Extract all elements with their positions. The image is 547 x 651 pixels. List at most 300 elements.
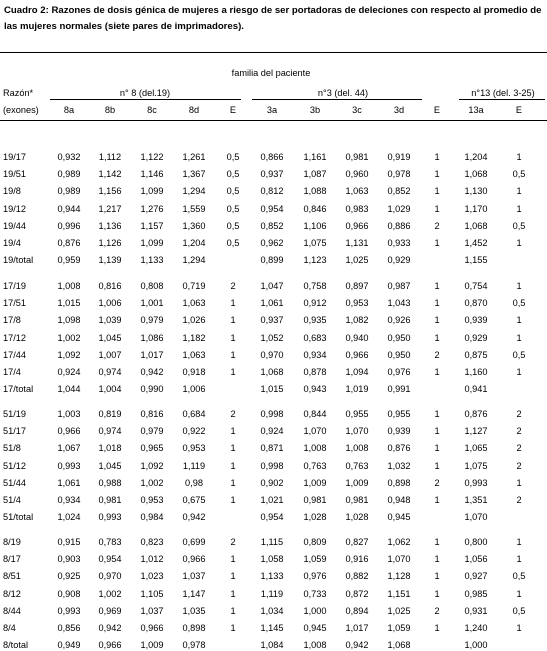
table-cell: 1,032 [387, 460, 411, 471]
table-cell: 0,966 [345, 220, 369, 231]
column-header: 8a [63, 105, 75, 115]
table-cell: 1,018 [98, 443, 122, 454]
table-cell: 0,993 [464, 477, 488, 488]
table-cell: 1,045 [98, 460, 122, 471]
table-cell: 1 [230, 332, 236, 343]
table-cell: 0,719 [182, 281, 206, 291]
table-cell: 0,827 [345, 537, 369, 547]
table-cell: 1,070 [387, 554, 411, 565]
table-cell: 1,035 [182, 605, 206, 616]
table-cell: 1,087 [303, 169, 327, 180]
table-cell: 1 [434, 554, 440, 565]
table-cell: 0,998 [260, 460, 284, 471]
group-rule-13 [459, 99, 545, 100]
table-cell: 1,075 [303, 238, 327, 248]
table-cell: 0,902 [260, 477, 284, 488]
table-cell: 0,976 [303, 571, 327, 582]
table-cell: 0,926 [387, 315, 411, 326]
table-cell: 1,002 [98, 588, 122, 599]
row-label: 17/12 [3, 332, 26, 343]
table-cell: 1,115 [260, 537, 284, 547]
table-cell: 0,953 [345, 298, 369, 309]
table-cell: 1 [434, 426, 440, 437]
table-cell: 1,070 [464, 512, 488, 523]
table-cell: 0,915 [57, 537, 81, 547]
table-cell: 1,155 [464, 255, 488, 266]
table-cell: 1 [516, 238, 522, 248]
table-cell: 0,959 [57, 255, 81, 266]
table-cell: 1,147 [182, 588, 206, 599]
row-label: 51/12 [3, 460, 26, 471]
table-cell: 2 [434, 477, 440, 488]
table-cell: 1,119 [260, 588, 284, 599]
row-label: 17/8 [3, 315, 21, 326]
table-cell: 0,878 [303, 367, 327, 377]
table-cell: 0,812 [260, 186, 284, 197]
table-cell: 1,070 [303, 426, 327, 437]
table-cell: 0,993 [98, 512, 122, 523]
table-cell: 1 [516, 315, 522, 326]
table-cell: 0,942 [98, 623, 122, 633]
group-rule-3 [252, 99, 422, 100]
table-cell: 0,962 [260, 238, 284, 248]
table-cell: 0,783 [98, 537, 122, 547]
table-cell: 0,5 [226, 203, 240, 214]
table-cell: 1,006 [98, 298, 122, 309]
table-cell: 0,882 [345, 571, 369, 582]
table-cell: 0,981 [98, 495, 122, 505]
table-cell: 1,156 [98, 186, 122, 197]
table-cell: 1 [230, 460, 236, 471]
table-cell: 0,5 [226, 152, 240, 162]
row-label: 19/12 [3, 203, 26, 214]
table-cell: 0,944 [57, 203, 81, 214]
table-cell: 1,128 [387, 571, 411, 582]
table-cell: 0,937 [260, 315, 284, 326]
row-label: 19/total [3, 255, 34, 266]
column-header: 3c [352, 105, 362, 115]
table-cell: 0,754 [464, 281, 488, 291]
table-cell: 0,981 [345, 495, 369, 505]
table-cell: 0,763 [345, 460, 369, 471]
table-cell: 1,070 [345, 426, 369, 437]
table-cell: 2 [516, 443, 522, 454]
table-cell: 0,940 [345, 332, 369, 343]
table-cell: 0,927 [464, 571, 488, 582]
table-cell: 1,024 [57, 512, 81, 523]
table-cell: 0,733 [303, 588, 327, 599]
table-cell: 1,001 [140, 298, 164, 309]
row-label-ratio: Razón* [3, 88, 34, 98]
table-cell: 0,941 [464, 384, 488, 395]
table-cell: 0,758 [303, 281, 327, 291]
table-cell: 1,133 [140, 255, 164, 266]
column-header: 8b [104, 105, 116, 115]
table-cell: 0,800 [464, 537, 488, 547]
table-cell: 1,043 [387, 298, 411, 309]
table-cell: 0,922 [182, 426, 206, 437]
table-cell: 1,000 [464, 640, 488, 651]
table-cell: 1,084 [260, 640, 284, 651]
table-cell: 1 [230, 588, 236, 599]
table-cell: 0,981 [345, 152, 369, 162]
table-cell: 1,170 [464, 203, 488, 214]
table-cell: 0,953 [140, 495, 164, 505]
table-cell: 1,092 [57, 349, 81, 360]
table-cell: 1 [434, 409, 440, 419]
table-cell: 1,068 [387, 640, 411, 651]
table-cell: 0,929 [464, 332, 488, 343]
table-cell: 1 [516, 537, 522, 547]
table-cell: 1 [230, 443, 236, 454]
table-cell: 1,000 [303, 605, 327, 616]
table-cell: 1,059 [387, 623, 411, 633]
table-cell: 0,5 [512, 571, 526, 582]
table-cell: 1,025 [345, 255, 369, 266]
table-cell: 1,126 [98, 238, 122, 248]
table-cell: 1,019 [345, 384, 369, 395]
table-cell: 0,991 [387, 384, 411, 395]
table-cell: 0,966 [345, 349, 369, 360]
table-cell: 2 [434, 220, 440, 231]
top-rule [0, 52, 547, 53]
table-cell: 0,903 [57, 554, 81, 565]
table-cell: 0,5 [512, 220, 526, 231]
table-cell: 1,068 [464, 169, 488, 180]
table-cell: 2 [516, 495, 522, 505]
table-cell: 1 [434, 186, 440, 197]
table-cell: 0,684 [182, 409, 206, 419]
table-cell: 0,993 [57, 460, 81, 471]
table-cell: 0,942 [140, 367, 164, 377]
table-cell: 0,942 [345, 640, 369, 651]
table-cell: 1 [434, 443, 440, 454]
row-label: 8/17 [3, 554, 21, 565]
table-cell: 0,966 [182, 554, 206, 565]
table-cell: 0,899 [260, 255, 284, 266]
table-cell: 1 [434, 152, 440, 162]
table-cell: 0,979 [140, 426, 164, 437]
table-cell: 1,367 [182, 169, 206, 180]
table-cell: 1,008 [57, 281, 81, 291]
table-cell: 1 [434, 169, 440, 180]
table-cell: 1,028 [303, 512, 327, 523]
table-cell: 1 [434, 281, 440, 291]
table-cell: 1,217 [98, 203, 122, 214]
table-cell: 0,948 [387, 495, 411, 505]
table-cell: 0,969 [98, 605, 122, 616]
table-cell: 2 [434, 349, 440, 360]
table-cell: 1,136 [98, 220, 122, 231]
table-cell: 0,954 [260, 203, 284, 214]
table-cell: 1 [230, 571, 236, 582]
table-cell: 1 [230, 426, 236, 437]
column-header: E [229, 105, 237, 115]
table-cell: 1,127 [464, 426, 488, 437]
table-cell: 0,819 [98, 409, 122, 419]
table-cell: 2 [516, 460, 522, 471]
table-cell: 1,008 [303, 640, 327, 651]
table-cell: 0,924 [260, 426, 284, 437]
table-cell: 0,966 [57, 426, 81, 437]
table-cell: 0,5 [226, 169, 240, 180]
table-cell: 1,276 [140, 203, 164, 214]
table-cell: 0,929 [387, 255, 411, 266]
table-cell: 1,142 [98, 169, 122, 180]
table-cell: 1 [230, 495, 236, 505]
table-cell: 1,045 [98, 332, 122, 343]
table-cell: 1,139 [98, 255, 122, 266]
table-cell: 1,075 [464, 460, 488, 471]
table-cell: 0,844 [303, 409, 327, 419]
table-cell: 1,182 [182, 332, 206, 343]
table-cell: 1,061 [260, 298, 284, 309]
table-cell: 0,876 [464, 409, 488, 419]
table-cell: 0,965 [140, 443, 164, 454]
table-cell: 0,932 [57, 152, 81, 162]
table-cell: 1 [434, 298, 440, 309]
table-cell: 0,998 [260, 409, 284, 419]
table-cell: 0,933 [387, 238, 411, 248]
table-cell: 1 [434, 203, 440, 214]
table-cell: 0,763 [303, 460, 327, 471]
row-label: 8/44 [3, 605, 21, 616]
table-cell: 0,989 [57, 169, 81, 180]
row-label: 19/17 [3, 152, 26, 162]
table-cell: 0,5 [512, 169, 526, 180]
table-cell: 1,037 [182, 571, 206, 582]
table-cell: 0,931 [464, 605, 488, 616]
table-cell: 2 [230, 281, 236, 291]
table-cell: 1,294 [182, 255, 206, 266]
table-cell: 1 [516, 367, 522, 377]
table-cell: 0,943 [303, 384, 327, 395]
row-label: 19/4 [3, 238, 21, 248]
row-label: 17/51 [3, 298, 26, 309]
column-header: 3b [309, 105, 321, 115]
table-cell: 1 [434, 332, 440, 343]
table-cell: 1,002 [57, 332, 81, 343]
table-cell: 1,039 [98, 315, 122, 326]
table-cell: 0,981 [303, 495, 327, 505]
table-cell: 0,993 [57, 605, 81, 616]
table-cell: 1,006 [182, 384, 206, 395]
table-cell: 1 [516, 203, 522, 214]
table-cell: 0,683 [303, 332, 327, 343]
header-rule [0, 120, 547, 121]
table-cell: 1,106 [303, 220, 327, 231]
table-cell: 1,063 [345, 186, 369, 197]
table-cell: 1,063 [182, 298, 206, 309]
table-cell: 0,886 [387, 220, 411, 231]
table-cell: 1,294 [182, 186, 206, 197]
row-label: 19/8 [3, 186, 21, 197]
column-header: 13a [468, 105, 484, 115]
table-cell: 0,988 [98, 477, 122, 488]
table-cell: 0,876 [387, 443, 411, 454]
column-header: 3a [266, 105, 278, 115]
table-cell: 0,5 [512, 298, 526, 309]
table-cell: 0,894 [345, 605, 369, 616]
table-cell: 1,004 [98, 384, 122, 395]
table-cell: 1,098 [57, 315, 81, 326]
table-cell: 0,5 [512, 605, 526, 616]
table-cell: 0,978 [387, 169, 411, 180]
table-cell: 0,970 [260, 349, 284, 360]
table-cell: 1,123 [303, 255, 327, 266]
table-cell: 1,146 [140, 169, 164, 180]
table-cell: 1 [230, 367, 236, 377]
table-cell: 0,996 [57, 220, 81, 231]
row-label: 19/44 [3, 220, 26, 231]
row-label: 51/4 [3, 495, 21, 505]
table-cell: 1,099 [140, 186, 164, 197]
table-cell: 1,015 [57, 298, 81, 309]
table-cell: 1 [434, 495, 440, 505]
row-label: 19/51 [3, 169, 26, 180]
table-cell: 0,809 [303, 537, 327, 547]
table-cell: 1 [516, 588, 522, 599]
table-cell: 0,675 [182, 495, 206, 505]
table-cell: 0,5 [226, 186, 240, 197]
table-cell: 1,029 [387, 203, 411, 214]
table-cell: 1 [516, 623, 522, 633]
table-cell: 1,261 [182, 152, 206, 162]
table-cell: 1,360 [182, 220, 206, 231]
table-cell: 0,989 [57, 186, 81, 197]
table-cell: 0,5 [512, 349, 526, 360]
table-cell: 1,017 [140, 349, 164, 360]
table-cell: 1,105 [140, 588, 164, 599]
table-cell: 2 [434, 605, 440, 616]
table-cell: 1 [516, 554, 522, 565]
table-cell: 0,985 [464, 588, 488, 599]
family-label: familia del paciente [231, 68, 311, 78]
table-cell: 0,984 [140, 512, 164, 523]
table-cell: 1,068 [464, 220, 488, 231]
table-cell: 0,950 [387, 332, 411, 343]
table-cell: 1,034 [260, 605, 284, 616]
table-cell: 1,122 [140, 152, 164, 162]
table-cell: 0,871 [260, 443, 284, 454]
table-cell: 1,094 [345, 367, 369, 377]
table-cell: 1 [434, 623, 440, 633]
table-cell: 0,990 [140, 384, 164, 395]
table-cell: 1 [230, 605, 236, 616]
table-cell: 2 [516, 426, 522, 437]
table-cell: 1,086 [140, 332, 164, 343]
table-cell: 1,161 [303, 152, 327, 162]
table-cell: 1,008 [303, 443, 327, 454]
table-cell: 2 [230, 537, 236, 547]
table-cell: 1 [230, 554, 236, 565]
table-cell: 0,98 [185, 477, 203, 488]
table-cell: 0,919 [387, 152, 411, 162]
table-cell: 1,003 [57, 409, 81, 419]
table-cell: 1,240 [464, 623, 488, 633]
table-cell: 0,955 [387, 409, 411, 419]
table-cell: 1 [434, 367, 440, 377]
table-cell: 1,047 [260, 281, 284, 291]
table-cell: 1,015 [260, 384, 284, 395]
table-cell: 1 [516, 186, 522, 197]
table-cell: 1,061 [57, 477, 81, 488]
table-cell: 0,908 [57, 588, 81, 599]
table-cell: 1,099 [140, 238, 164, 248]
table-cell: 1 [434, 588, 440, 599]
table-cell: 0,823 [140, 537, 164, 547]
table-cell: 0,816 [140, 409, 164, 419]
table-cell: 0,925 [57, 571, 81, 582]
table-cell: 0,954 [260, 512, 284, 523]
table-cell: 1,145 [260, 623, 284, 633]
table-cell: 0,897 [345, 281, 369, 291]
column-header: 3d [393, 105, 405, 115]
row-label: 8/4 [3, 623, 16, 633]
table-cell: 1,067 [57, 443, 81, 454]
table-cell: 1 [516, 477, 522, 488]
column-header: 8d [188, 105, 200, 115]
table-cell: 1,130 [464, 186, 488, 197]
table-cell: 0,983 [345, 203, 369, 214]
table-cell: 1,092 [140, 460, 164, 471]
table-cell: 1,131 [345, 238, 369, 248]
table-caption: Cuadro 2: Razones de dosis génica de mujeres a riesgo de ser portadoras de deleciones con respecto al promedio de las mujeres normales (siete pares de imprimadores). [4, 5, 542, 32]
table-cell: 1 [516, 152, 522, 162]
table-cell: 0,978 [182, 640, 206, 651]
table-cell: 0,924 [57, 367, 81, 377]
table-cell: 0,954 [98, 554, 122, 565]
table-cell: 1 [230, 349, 236, 360]
table-cell: 0,699 [182, 537, 206, 547]
table-cell: 1,559 [182, 203, 206, 214]
column-header: E [433, 105, 441, 115]
table-cell: 1,012 [140, 554, 164, 565]
table-cell: 1,151 [387, 588, 411, 599]
table-cell: 1,065 [464, 443, 488, 454]
table-cell: 1,351 [464, 495, 488, 505]
table-cell: 0,934 [57, 495, 81, 505]
table-cell: 1 [434, 460, 440, 471]
table-cell: 1 [230, 477, 236, 488]
table-cell: 0,953 [182, 443, 206, 454]
table-cell: 0,852 [260, 220, 284, 231]
column-header: 8c [147, 105, 157, 115]
table-cell: 0,974 [98, 367, 122, 377]
table-cell: 1 [434, 571, 440, 582]
table-cell: 1 [434, 238, 440, 248]
table-cell: 0,5 [226, 238, 240, 248]
group-label-8: n° 8 (del.19) [119, 88, 171, 98]
group-rule-8 [50, 99, 241, 100]
table-cell: 1,009 [345, 477, 369, 488]
table-cell: 0,976 [387, 367, 411, 377]
table-cell: 0,852 [387, 186, 411, 197]
group-label-13: n°13 (del. 3-25) [471, 88, 535, 98]
table-cell: 1,088 [303, 186, 327, 197]
table-cell: 1,052 [260, 332, 284, 343]
table-cell: 1 [230, 623, 236, 633]
table-cell: 0,846 [303, 203, 327, 214]
table-cell: 1 [516, 281, 522, 291]
table-cell: 1,063 [182, 349, 206, 360]
table-cell: 0,934 [303, 349, 327, 360]
row-label: 17/4 [3, 367, 21, 377]
table-cell: 0,945 [387, 512, 411, 523]
table-cell: 1,021 [260, 495, 284, 505]
table-cell: 0,942 [182, 512, 206, 523]
table-cell: 0,939 [387, 426, 411, 437]
